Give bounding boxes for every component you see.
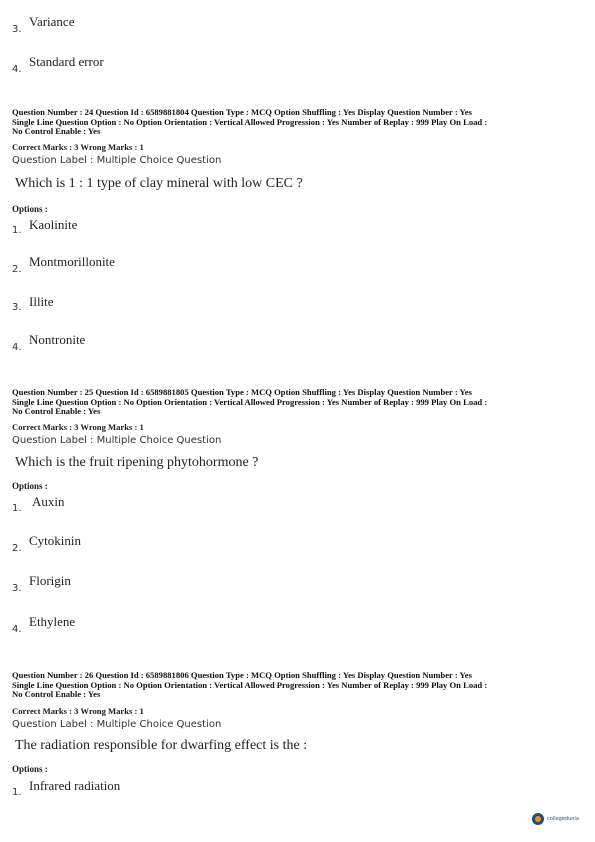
option-number: 2. [12, 543, 22, 554]
marks-line: Correct Marks : 3 Wrong Marks : 1 [12, 706, 144, 716]
question-meta [12, 108, 584, 137]
option-number: 4. [12, 342, 22, 353]
marks-line: Correct Marks : 3 Wrong Marks : 1 [12, 142, 144, 152]
option-number: 3. [12, 583, 22, 594]
option-text: Infrared radiation [29, 778, 121, 793]
option-text: Cytokinin [29, 533, 82, 548]
option-number: 4. [12, 624, 22, 635]
question-label: Question Label : Multiple Choice Question [12, 719, 222, 730]
question-label: Question Label : Multiple Choice Question [12, 435, 222, 446]
logo-mark-icon [532, 813, 544, 825]
collegedunia-logo [532, 813, 579, 825]
meta-line: Question Number : 26 Question Id : 6589881806 Question Type : MCQ Option Shuffling : Yes Display Question Number : Yes [12, 670, 472, 680]
option-number: 1. [12, 503, 22, 514]
meta-line: Single Line Question Option : No Option Orientation : Vertical Allowed Progression : Yes Number of Replay : 999 Play On Load : [12, 116, 488, 127]
meta-line: Single Line Question Option : No Option Orientation : Vertical Allowed Progression : Yes Number of Replay : 999 Play On Load : [12, 396, 488, 407]
options-heading: Options : [12, 481, 48, 491]
meta-line: No Control Enable : Yes [12, 126, 101, 137]
question-label: Question Label : Multiple Choice Question [12, 155, 222, 166]
meta-line: No Control Enable : Yes [12, 406, 101, 417]
option-number: 4. [12, 64, 22, 75]
meta-line: Question Number : 24 Question Id : 6589881804 Question Type : MCQ Option Shuffling : Yes Display Question Number : Yes [12, 107, 472, 117]
option-number: 1. [12, 787, 22, 798]
question-text: Which is 1 : 1 type of clay mineral with low CEC ? [15, 176, 303, 191]
option-number: 2. [12, 264, 22, 275]
option-text: Nontronite [29, 332, 86, 347]
option-number: 1. [12, 225, 22, 236]
question-meta [12, 388, 584, 417]
option-text: Ethylene [29, 614, 76, 629]
option-text: Standard error [29, 54, 104, 69]
meta-line: No Control Enable : Yes [12, 689, 101, 700]
question-text: The radiation responsible for dwarfing effect is the : [15, 738, 308, 753]
option-text: Montmorillonite [29, 254, 115, 269]
option-text: Variance [29, 14, 75, 29]
option-text: Illite [29, 294, 54, 309]
question-text: Which is the fruit ripening phytohormone ? [15, 455, 259, 470]
option-text: Kaolinite [29, 217, 78, 232]
marks-line: Correct Marks : 3 Wrong Marks : 1 [12, 422, 144, 432]
logo-text: collegedunia [547, 816, 579, 822]
options-heading: Options : [12, 204, 48, 214]
option-text: Florigin [29, 573, 71, 588]
options-heading: Options : [12, 764, 48, 774]
meta-line: Question Number : 25 Question Id : 6589881805 Question Type : MCQ Option Shuffling : Yes Display Question Number : Yes [12, 387, 472, 397]
question-meta [12, 671, 584, 700]
option-number: 3. [12, 24, 22, 35]
option-number: 3. [12, 302, 22, 313]
option-text: Auxin [32, 494, 65, 509]
meta-line: Single Line Question Option : No Option Orientation : Vertical Allowed Progression : Yes Number of Replay : 999 Play On Load : [12, 679, 488, 690]
